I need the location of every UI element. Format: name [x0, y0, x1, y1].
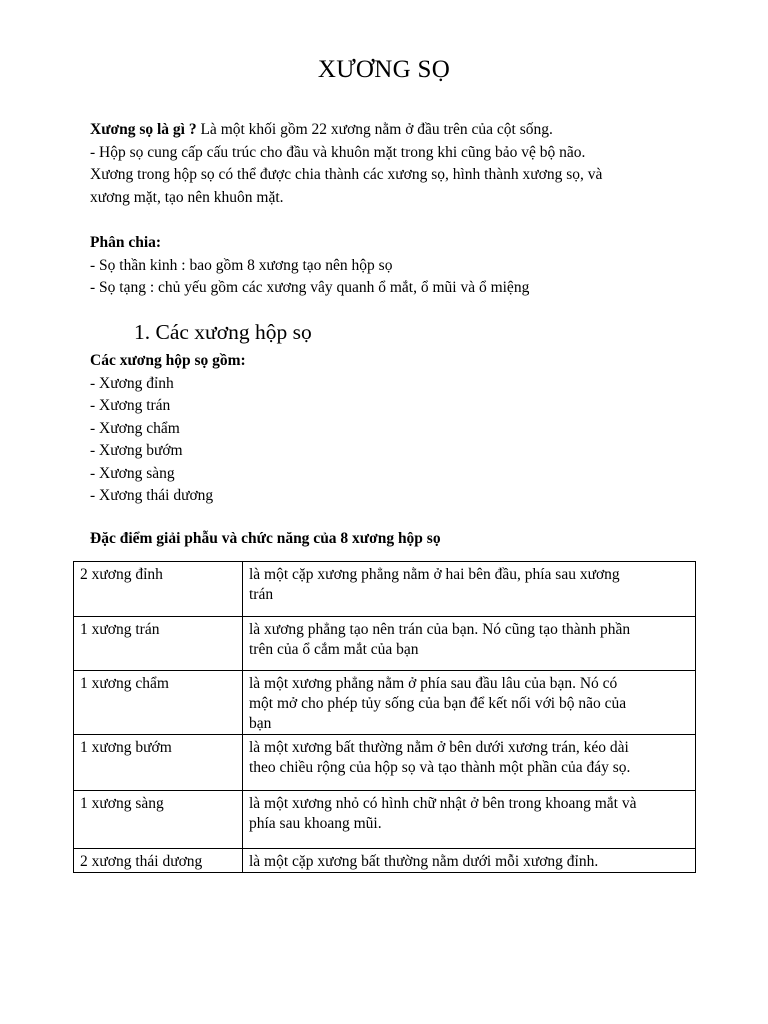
intro-line-3: Xương trong hộp sọ có thể được chia thành các xương sọ, hình thành xương sọ, và	[90, 166, 603, 183]
intro-question-answer: Là một khối gồm 22 xương nằm ở đầu trên của cột sống.	[196, 121, 553, 138]
bone-list-item: - Xương sàng	[90, 464, 175, 482]
document-title: XƯƠNG SỌ	[317, 56, 451, 83]
table-cell-bone: 2 xương đỉnh	[74, 562, 243, 617]
table-row	[74, 671, 696, 735]
bone-list-heading: Các xương hộp sọ gồm:	[90, 352, 246, 369]
description-line: là một xương phẳng nằm ở phía sau đầu lâu của bạn. Nó có	[249, 675, 618, 692]
table-caption: Đặc điểm giải phẫu và chức năng của 8 xương hộp sọ	[90, 530, 441, 547]
table-cell-description	[243, 791, 696, 849]
table-cell-bone: 1 xương bướm	[74, 735, 243, 791]
intro-paragraph	[90, 119, 690, 209]
bone-list-item: - Xương chẩm	[90, 419, 180, 437]
bone-list-item: - Xương đỉnh	[90, 374, 174, 392]
division-item: - Sọ thần kinh : bao gồm 8 xương tạo nên hộp sọ	[90, 256, 393, 274]
description-line: trán	[249, 586, 274, 603]
description-line: là một cặp xương bất thường nằm dưới mỗi xương đỉnh.	[249, 853, 599, 870]
table-cell-bone: 1 xương sàng	[74, 791, 243, 849]
intro-line-4: xương mặt, tạo nên khuôn mặt.	[90, 188, 284, 206]
description-line: theo chiều rộng của hộp sọ và tạo thành một phần của đáy sọ.	[249, 759, 631, 776]
bone-list	[90, 350, 690, 508]
intro-question-label: Xương sọ là gì ?	[90, 121, 197, 138]
table-row	[74, 735, 696, 791]
description-line: một mở cho phép tủy sống của bạn để kết nối với bộ não của	[249, 695, 627, 712]
table-cell-description	[243, 562, 696, 617]
description-line: là một xương bất thường nằm ở bên dưới xương trán, kéo dài	[249, 739, 629, 756]
table-cell-description	[243, 735, 696, 791]
description-line: là một cặp xương phẳng nằm ở hai bên đầu, phía sau xương	[249, 566, 620, 583]
division-section	[90, 232, 690, 300]
table-row	[74, 791, 696, 849]
table-row	[74, 617, 696, 671]
intro-line-2: - Hộp sọ cung cấp cấu trúc cho đầu và khuôn mặt trong khi cũng bảo vệ bộ não.	[90, 143, 586, 161]
description-line: bạn	[249, 715, 272, 732]
bones-table	[73, 561, 696, 873]
table-row	[74, 562, 696, 617]
description-line: là xương phẳng tạo nên trán của bạn. Nó cũng tạo thành phần	[249, 621, 631, 638]
bone-list-item: - Xương bướm	[90, 442, 183, 459]
bone-list-item: - Xương thái dương	[90, 487, 214, 504]
table-cell-description	[243, 617, 696, 671]
section-heading: 1. Các xương hộp sọ	[134, 320, 312, 344]
table-cell-bone: 2 xương thái dương	[74, 849, 243, 873]
bone-list-item: - Xương trán	[90, 397, 171, 414]
table-row	[74, 849, 696, 873]
description-line: trên của ổ cắm mắt của bạn	[249, 641, 419, 658]
table-cell-bone: 1 xương chẩm	[74, 671, 243, 735]
table-cell-bone: 1 xương trán	[74, 617, 243, 671]
intro-line-1	[90, 119, 690, 142]
division-item: - Sọ tạng : chủ yếu gồm các xương vây quanh ổ mắt, ổ mũi và ổ miệng	[90, 279, 530, 296]
table-cell-description	[243, 849, 696, 873]
table-cell-description	[243, 671, 696, 735]
description-line: phía sau khoang mũi.	[249, 815, 382, 832]
division-heading: Phân chia:	[90, 234, 162, 251]
description-line: là một xương nhỏ có hình chữ nhật ở bên trong khoang mắt và	[249, 795, 637, 812]
